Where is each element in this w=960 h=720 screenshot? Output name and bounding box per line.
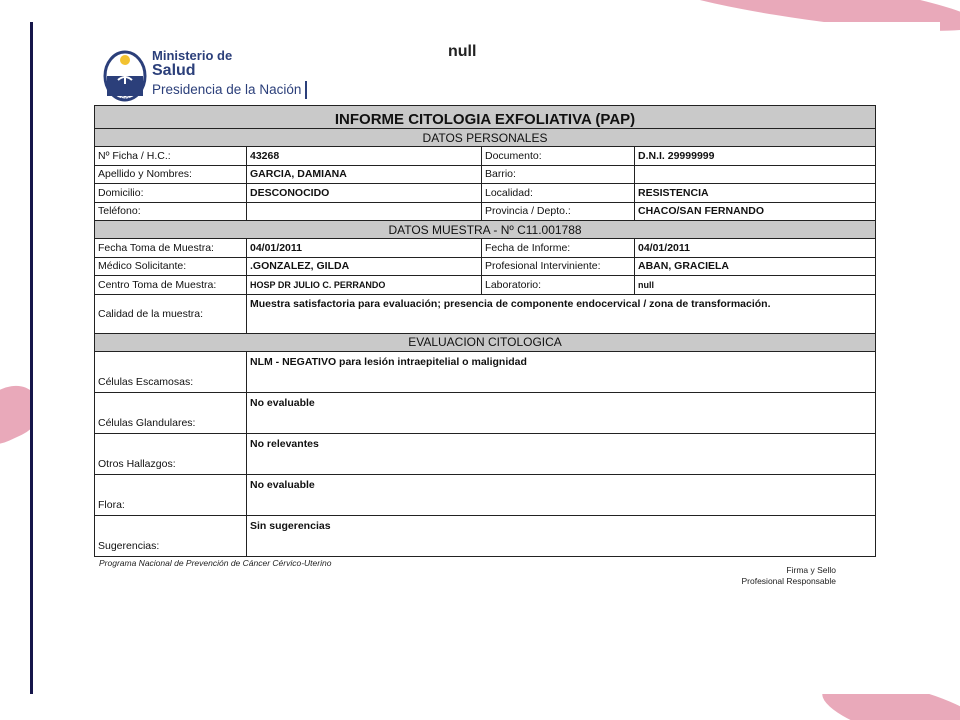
fecha-toma-label: Fecha Toma de Muestra: [95,239,247,258]
provincia-value: CHACO/SAN FERNANDO [635,202,876,221]
calidad-value: Muestra satisfactoria para evaluación; presencia de componente endocervical / zona de transformación. [247,294,876,333]
fecha-toma-value: 04/01/2011 [247,239,482,258]
otros-value: No relevantes [247,433,876,474]
signature-line2: Profesional Responsable [741,576,836,586]
escamosas-label: Células Escamosas: [95,351,247,392]
apellido-value: GARCIA, DAMIANA [247,165,482,184]
slide-accent-bar [30,22,33,694]
centro-value: HOSP DR JULIO C. PERRANDO [247,276,482,295]
ministry-name-line3: Presidencia de la Nación [152,81,307,99]
argentina-seal-icon [100,48,150,102]
ministry-logo [100,44,340,104]
otros-label: Otros Hallazgos: [95,433,247,474]
signature-line1: Firma y Sello [786,565,836,575]
laboratorio-value: null [635,276,876,295]
glandulares-label: Células Glandulares: [95,392,247,433]
sugerencias-value: Sin sugerencias [247,515,876,556]
laboratorio-label: Laboratorio: [482,276,635,295]
domicilio-label: Domicilio: [95,184,247,203]
apellido-label: Apellido y Nombres: [95,165,247,184]
domicilio-value: DESCONOCIDO [247,184,482,203]
section-personal-title: DATOS PERSONALES [95,129,876,147]
documento-value: D.N.I. 29999999 [635,147,876,166]
report-table [94,105,876,557]
telefono-label: Teléfono: [95,202,247,221]
barrio-label: Barrio: [482,165,635,184]
calidad-label: Calidad de la muestra: [95,294,247,333]
medico-value: .GONZALEZ, GILDA [247,257,482,276]
sugerencias-label: Sugerencias: [95,515,247,556]
flora-label: Flora: [95,474,247,515]
localidad-value: RESISTENCIA [635,184,876,203]
signature-block [696,565,836,587]
ficha-value: 43268 [247,147,482,166]
escamosas-value: NLM - NEGATIVO para lesión intraepitelial o malignidad [247,351,876,392]
ministry-name-line1: Ministerio de [152,48,233,63]
header-null-value: null [448,43,477,60]
centro-label: Centro Toma de Muestra: [95,276,247,295]
fecha-informe-value: 04/01/2011 [635,239,876,258]
pap-report-form [94,105,875,557]
documento-label: Documento: [482,147,635,166]
report-title: INFORME CITOLOGIA EXFOLIATIVA (PAP) [95,106,876,129]
ficha-label: Nº Ficha / H.C.: [95,147,247,166]
section-sample-title: DATOS MUESTRA - Nº C11.001788 [95,221,876,239]
localidad-label: Localidad: [482,184,635,203]
program-footer: Programa Nacional de Prevención de Cáncer Cérvico-Uterino [99,558,332,568]
medico-label: Médico Solicitante: [95,257,247,276]
svg-text:SC: SC [120,97,130,102]
flora-value: No evaluable [247,474,876,515]
fecha-informe-label: Fecha de Informe: [482,239,635,258]
profesional-label: Profesional Interviniente: [482,257,635,276]
ministry-name-line2: Salud [152,62,196,79]
telefono-value [247,202,482,221]
glandulares-value: No evaluable [247,392,876,433]
section-evaluation-title: EVALUACION CITOLOGICA [95,333,876,351]
provincia-label: Provincia / Depto.: [482,202,635,221]
barrio-value [635,165,876,184]
profesional-value: ABAN, GRACIELA [635,257,876,276]
